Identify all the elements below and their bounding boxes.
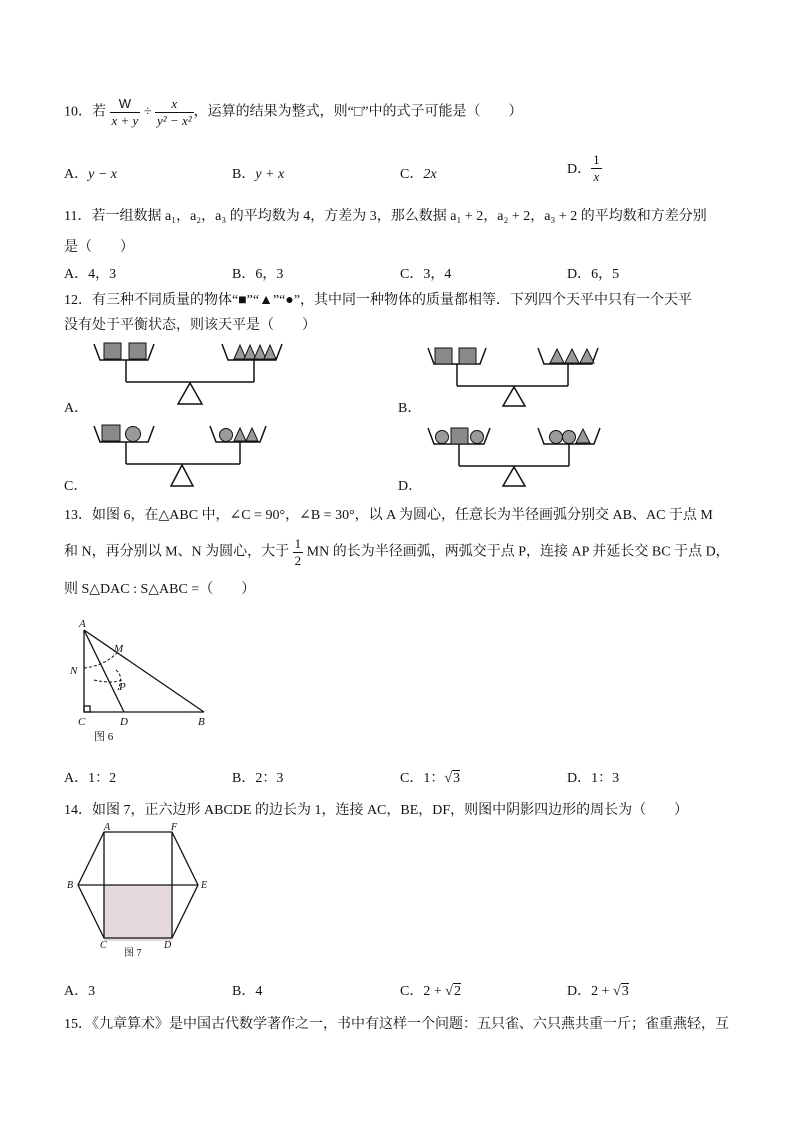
figure-label: C: [78, 716, 86, 728]
circle-icon: [436, 431, 449, 444]
sqrt-radicand: 3: [453, 771, 461, 786]
q10-option-a: [64, 163, 117, 183]
square-icon: [129, 343, 146, 359]
q13-option-d: [567, 767, 619, 787]
q12-stem-line2: 没有处于平衡状态，则该天平是（ ）: [64, 318, 316, 333]
option-text: 4: [255, 984, 263, 999]
figure-7-hexagon: [64, 824, 224, 964]
balance-a-figure: [90, 338, 290, 408]
q14-option-d: D．2 + √3: [567, 984, 629, 999]
square-icon: [459, 348, 476, 364]
q12-option-c-label: C．: [64, 479, 88, 494]
sqrt-radicand: 3: [621, 984, 629, 999]
figure-label: N: [70, 665, 78, 677]
option-text: 3，4: [423, 267, 452, 282]
square-icon: [104, 343, 121, 359]
figure-6-triangle: [64, 618, 224, 743]
q10-number: 10．: [64, 104, 92, 120]
triangle-icon: [234, 345, 246, 359]
q13-half-fraction: [293, 536, 304, 568]
q12-option-a-label: A．: [64, 401, 89, 416]
option-label: D．: [567, 984, 592, 999]
triangle-icon: [234, 428, 246, 441]
triangle-icon: [264, 345, 276, 359]
option-label: C．: [400, 267, 424, 282]
option-text: 1：2: [88, 771, 117, 786]
figure-caption: 图 6: [94, 731, 114, 743]
q10-fraction-1: [110, 96, 141, 128]
option-text: 1：: [423, 771, 445, 786]
q10-frac2-denominator: y² − x²: [157, 112, 192, 128]
option-text: 2x: [423, 167, 437, 182]
q11-option-c: [400, 263, 451, 283]
option-label: A．: [64, 267, 89, 282]
option-text: 4，3: [88, 267, 117, 282]
figure-label: A: [104, 822, 111, 833]
figure-label: D: [120, 716, 128, 728]
q10-frac1-denominator: x + y: [111, 112, 139, 128]
q10-option-c: [400, 163, 437, 183]
q11-option-a: [64, 263, 116, 283]
option-label: A．: [64, 167, 89, 182]
q13-option-c: C．1：√3: [400, 771, 461, 786]
q10-option-b: [232, 163, 284, 183]
q10-option-d: [567, 152, 602, 184]
shaded-quadrilateral: [104, 885, 172, 941]
triangle-icon: [576, 429, 590, 443]
option-label: A．: [64, 984, 89, 999]
sqrt-radicand: 2: [453, 984, 461, 999]
q10-divide-sign: ÷: [143, 104, 152, 120]
q15-stem-line1: 15．《九章算术》是中国古代数学著作之一，书中有这样一个问题：五只雀、六只燕共重一斤；雀重燕轻，互: [64, 1017, 729, 1032]
option-frac-denominator: x: [593, 168, 600, 184]
q11-option-b: [232, 263, 283, 283]
option-text: 2 +: [423, 984, 446, 999]
q13-option-b: [232, 767, 283, 787]
figure-label: C: [100, 940, 107, 951]
q12-option-b-label: B．: [398, 401, 422, 416]
circle-icon: [563, 431, 576, 444]
option-text: 2 +: [591, 984, 614, 999]
triangle-icon: [565, 349, 579, 363]
q13-stem-line2: [64, 536, 730, 568]
q14-option-a: [64, 980, 95, 1000]
q14-option-b: [232, 980, 262, 1000]
option-text: 6，5: [591, 267, 620, 282]
figure-label: B: [67, 880, 74, 891]
frac-numerator: 1: [294, 536, 302, 551]
circle-icon: [550, 431, 563, 444]
triangle-icon: [580, 349, 594, 363]
balance-d-figure: [424, 422, 614, 488]
q10-frac2-numerator: x: [155, 96, 194, 113]
square-icon: [435, 348, 452, 364]
q13-line2-b: MN 的长为半径画弧，两弧交于点 P，连接 AP 并延长交 BC 于点 D，: [306, 544, 730, 560]
balance-c-figure: [90, 420, 280, 488]
q10-tail: ，运算的结果为整式，则“□”中的式子可能是（ ）: [193, 104, 523, 120]
figure-label: P: [119, 681, 126, 693]
option-label: D．: [567, 162, 592, 178]
q13-stem-line3: 则 S△DAC : S△ABC =（ ）: [64, 582, 256, 597]
q14-stem-line1: 14．如图 7，正六边形 ABCDE 的边长为 1，连接 AC，BE，DF，则图中阴影四边形的周长为（ ）: [64, 803, 689, 818]
balance-b-figure: [424, 342, 604, 408]
option-fraction: [591, 152, 602, 184]
figure-label: A: [79, 618, 86, 630]
figure-label: M: [114, 643, 124, 655]
option-frac-numerator: 1: [593, 152, 600, 167]
q11-stem-line2: 是（ ）: [64, 240, 134, 255]
square-icon: [102, 425, 120, 441]
q12-stem-line1: 12．有三种不同质量的物体“■”“▲”“●”，其中同一种物体的质量都相等．下列四个天平中只有一个天平: [64, 293, 693, 308]
figure-label: F: [171, 822, 178, 833]
option-text: 6，3: [255, 267, 284, 282]
q14-option-c: C．2 + √2: [400, 984, 461, 999]
option-text: 1：3: [591, 771, 620, 786]
q10-frac1-numerator: W: [110, 96, 141, 113]
option-label: D．: [567, 267, 592, 282]
q12-option-d-label: D．: [398, 479, 423, 494]
option-label: C．: [400, 984, 424, 999]
option-label: C．: [400, 167, 424, 182]
option-text: 2：3: [255, 771, 284, 786]
option-label: B．: [232, 984, 256, 999]
figure-label: D: [164, 940, 172, 951]
option-label: B．: [232, 771, 256, 786]
circle-icon: [220, 429, 233, 442]
option-text: y + x: [255, 167, 285, 182]
frac-denominator: 2: [294, 552, 302, 568]
triangle-icon: [254, 345, 266, 359]
q11-stem-line1: 11．若一组数据 a₁，a₂，a₃ 的平均数为 4，方差为 3，那么数据 a₁ + 2，a₂ + 2，a₃ + 2 的平均数和方差分别: [64, 209, 707, 224]
option-label: B．: [232, 267, 256, 282]
triangle-icon: [244, 345, 256, 359]
circle-icon: [126, 427, 141, 442]
q13-option-a: [64, 767, 116, 787]
figure-label: E: [201, 880, 208, 891]
q13-line2-a: 和 N，再分别以 M、N 为圆心，大于: [64, 544, 290, 560]
square-icon: [451, 428, 468, 444]
q10-stem: [64, 96, 523, 128]
option-text: y − x: [88, 167, 117, 182]
triangle-icon: [550, 349, 564, 363]
option-label: A．: [64, 771, 89, 786]
option-label: D．: [567, 771, 592, 786]
figure-caption: 图 7: [124, 948, 142, 959]
q10-lead: 若: [92, 104, 106, 120]
triangle-icon: [246, 428, 258, 441]
q13-stem-line1: 13．如图 6，在△ABC 中，∠C = 90°，∠B = 30°，以 A 为圆心，任意长为半径画弧分别交 AB、AC 于点 M: [64, 508, 713, 523]
q11-option-d: [567, 263, 619, 283]
figure-label: B: [198, 716, 205, 728]
option-label: C．: [400, 771, 424, 786]
option-text: 3: [88, 984, 96, 999]
circle-icon: [471, 431, 484, 444]
q10-fraction-2: [155, 96, 194, 128]
option-label: B．: [232, 167, 256, 182]
